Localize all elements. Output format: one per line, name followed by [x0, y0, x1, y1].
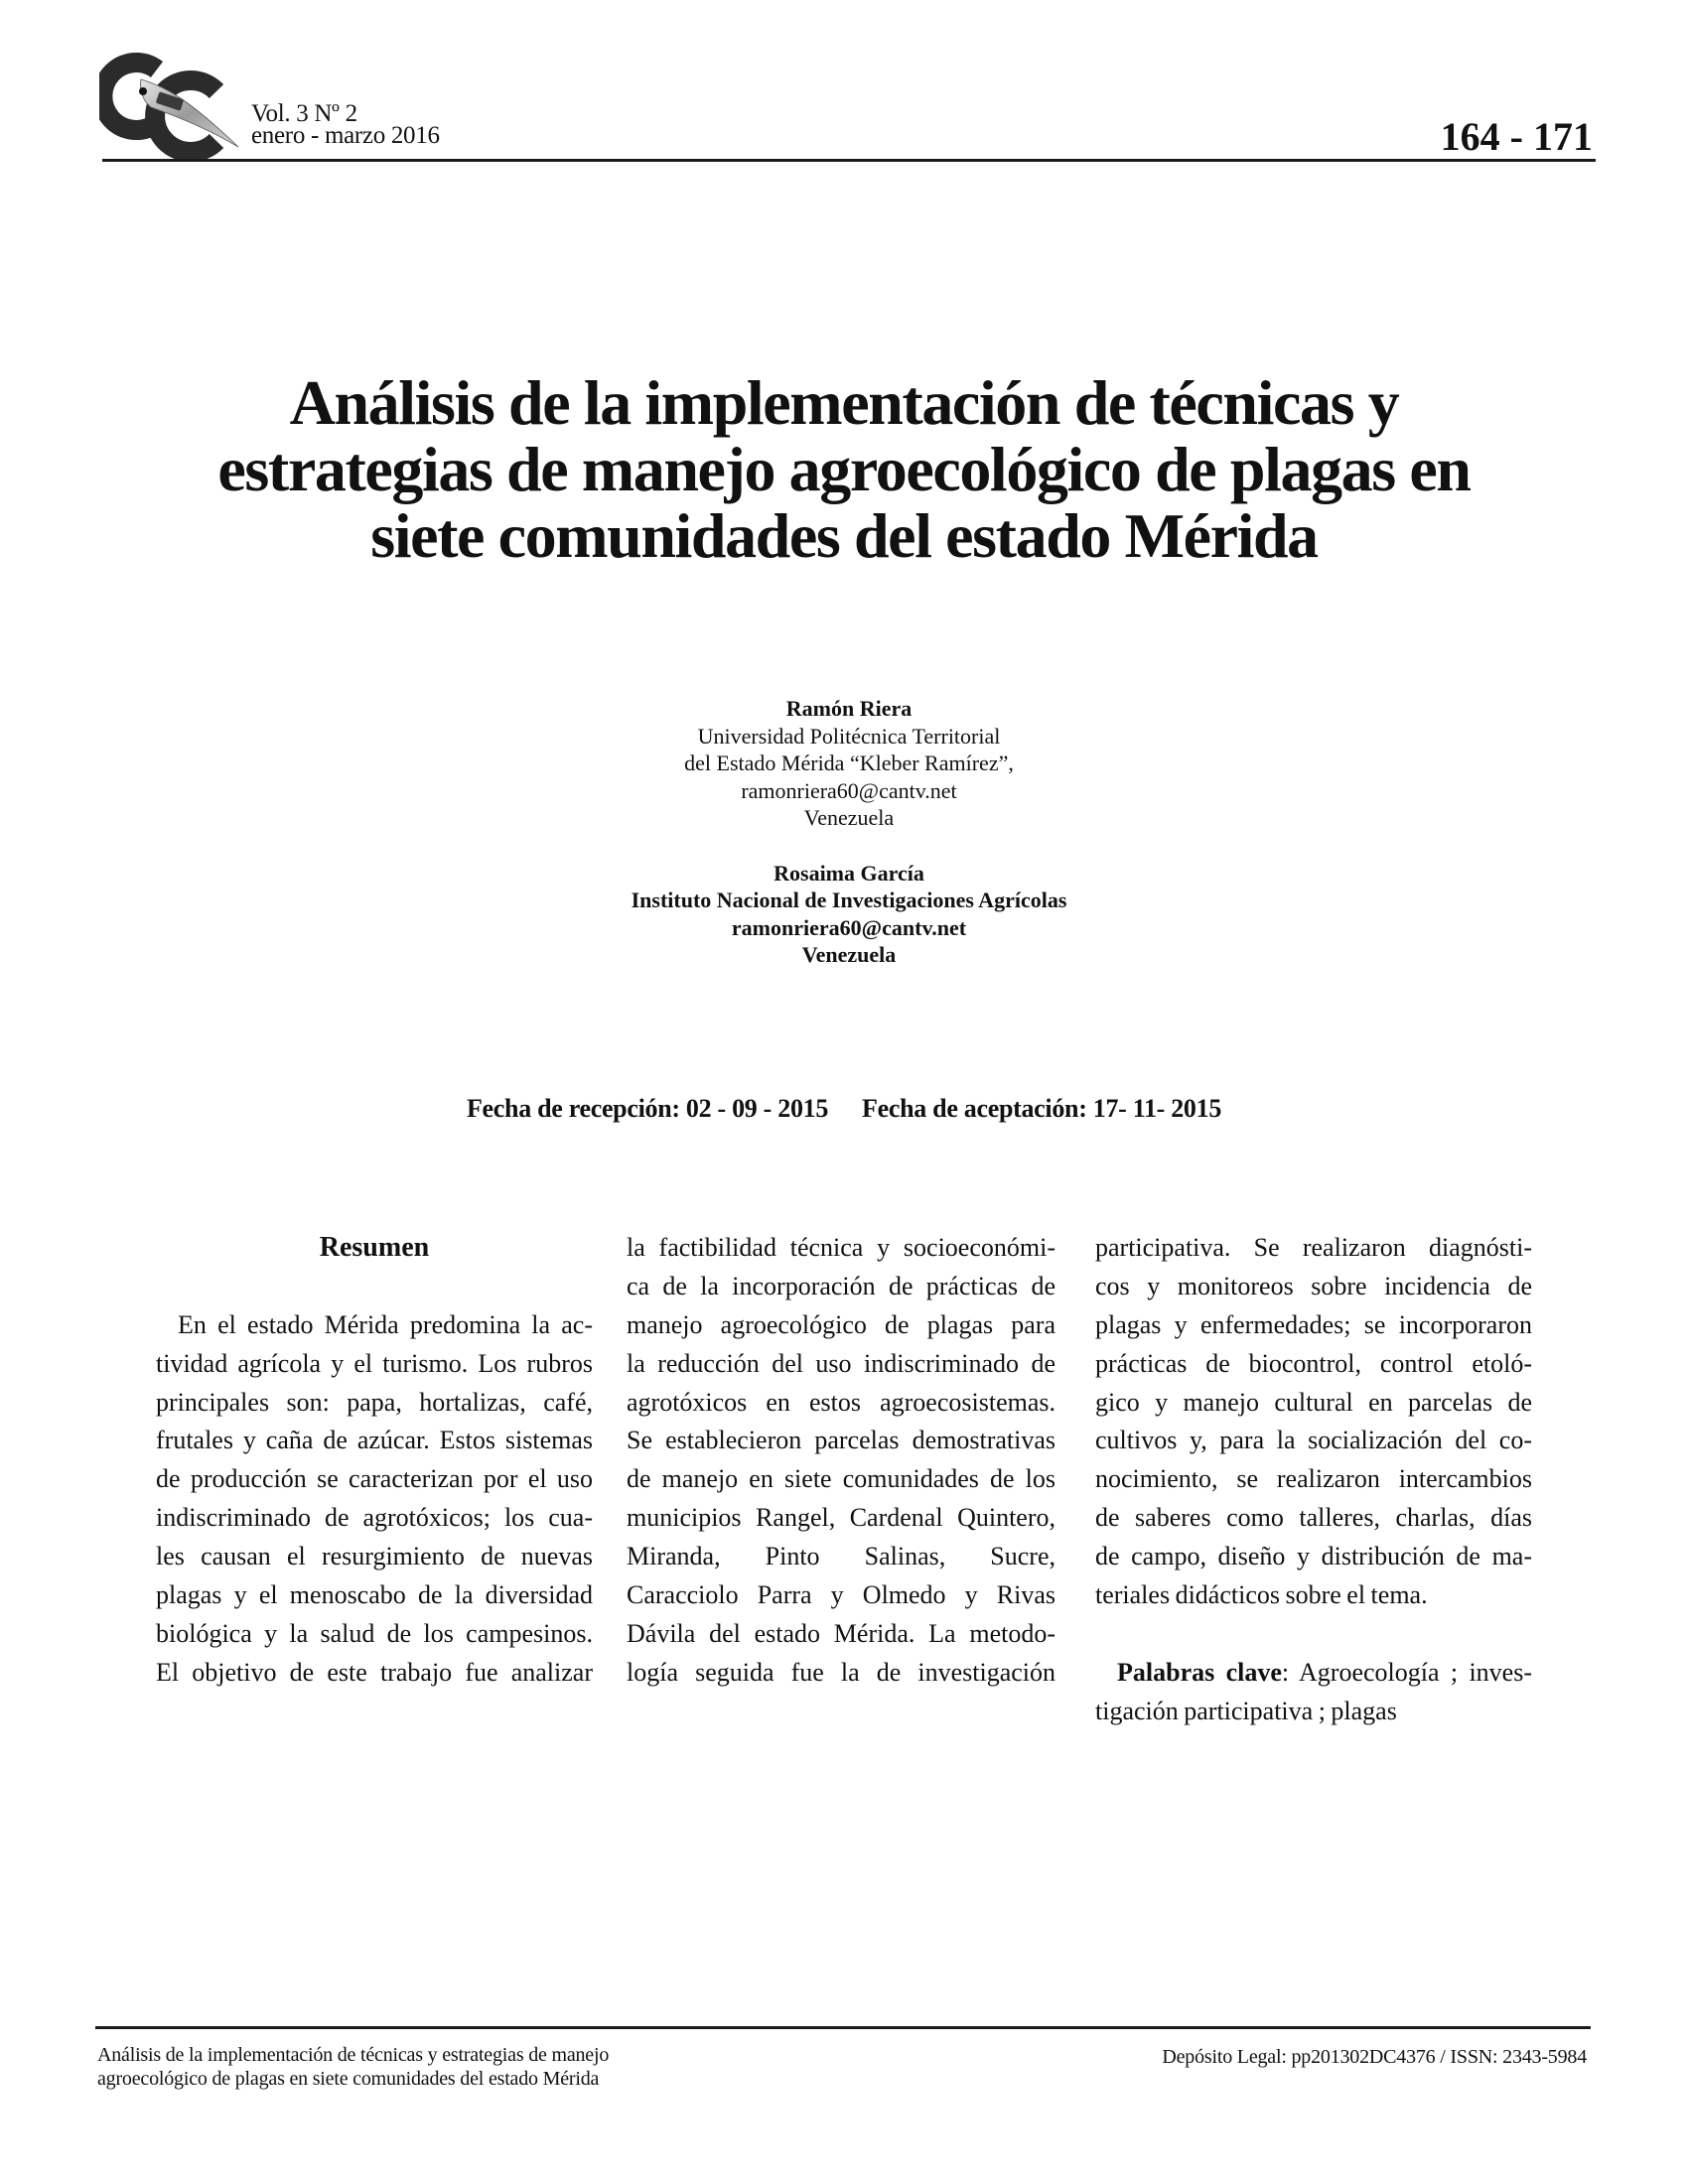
abstract-line: de manejo en siete comunidades de los	[627, 1464, 1055, 1494]
abstract-heading: Resumen	[319, 1232, 430, 1263]
abstract-line: plagas y el menoscabo de la diversidad	[156, 1580, 593, 1610]
header-divider	[102, 159, 1596, 162]
abstract-line: Dávila del estado Mérida. La metodo-	[627, 1618, 1055, 1648]
abstract-line: municipios Rangel, Cardenal Quintero,	[627, 1503, 1055, 1533]
abstract-line: plagas y enfermedades; se incorporaron	[1095, 1309, 1532, 1339]
abstract-line: gico y manejo cultural en parcelas de	[1095, 1387, 1532, 1417]
author-country: Venezuela	[803, 805, 895, 831]
page-range: 164 - 171	[1440, 114, 1593, 159]
abstract-line: la reducción del uso indiscriminado de	[627, 1348, 1055, 1378]
title-line: estrategias de manejo agroecológico de plagas en	[217, 434, 1471, 504]
author-country: Venezuela	[801, 942, 897, 968]
abstract-line: de saberes como talleres, charlas, días	[1095, 1503, 1532, 1533]
author-affiliation: Instituto Nacional de Investigaciones Agrícolas	[631, 887, 1067, 913]
keywords-line: tigación participativa ; plagas	[1095, 1696, 1397, 1725]
accepted-date: Fecha de aceptación: 17- 11- 2015	[862, 1094, 1222, 1123]
abstract-column-3	[1095, 1229, 1532, 1731]
footer-running-title	[97, 2043, 609, 2091]
author-email[interactable]: ramonriera60@cantv.net	[731, 914, 967, 940]
abstract-line: Caracciolo Parra y Olmedo y Rivas	[627, 1580, 1055, 1610]
abstract-line: En el estado Mérida predomina la ac-	[178, 1309, 593, 1339]
author-name: Ramón Riera	[785, 696, 913, 721]
author-name: Rosaima García	[774, 860, 924, 886]
abstract-line: cos y monitoreos sobre incidencia de	[1095, 1271, 1532, 1300]
abstract-line: de campo, diseño y distribución de ma-	[1095, 1542, 1532, 1571]
volume-info	[251, 100, 440, 149]
abstract-line: les causan el resurgimiento de nuevas	[156, 1542, 593, 1571]
submission-dates	[298, 1094, 1390, 1124]
abstract-line: principales son: papa, hortalizas, café,	[156, 1387, 593, 1417]
publication-period: enero - marzo 2016	[251, 122, 440, 149]
volume-number: Vol. 3 Nº 2	[251, 100, 357, 127]
author-block	[447, 695, 1251, 969]
abstract-column-1	[156, 1229, 593, 1693]
abstract-line: participativa. Se realizaron diagnósti-	[1095, 1233, 1532, 1262]
footer-legal-deposit: Depósito Legal: pp201302DC4376 / ISSN: 2343-5984	[1162, 2046, 1587, 2068]
abstract-line: la factibilidad técnica y socioeconómi-	[627, 1233, 1055, 1262]
journal-logo-icon	[99, 50, 243, 159]
title-line: Análisis de la implementación de técnicas y	[289, 367, 1399, 438]
author-2	[447, 860, 1251, 969]
keywords-label: Palabras clave	[1117, 1657, 1282, 1687]
abstract-line: logía seguida fue la de investigación	[627, 1657, 1055, 1687]
footer-title-line: agroecológico de plagas en siete comunidades del estado Mérida	[97, 2068, 600, 2090]
author-affiliation: Universidad Politécnica Territorial	[697, 723, 1001, 749]
abstract-line: ca de la incorporación de prácticas de	[627, 1271, 1055, 1300]
author-affiliation: del Estado Mérida “Kleber Ramírez”,	[684, 751, 1014, 776]
abstract-line: El objetivo de este trabajo fue analizar	[156, 1657, 593, 1687]
abstract-line: manejo agroecológico de plagas para	[627, 1309, 1055, 1339]
abstract-line: tividad agrícola y el turismo. Los rubros	[156, 1348, 593, 1378]
abstract-line: biológica y la salud de los campesinos.	[156, 1618, 593, 1648]
abstract-line: prácticas de biocontrol, control etoló-	[1095, 1348, 1532, 1378]
article-title	[99, 369, 1589, 569]
title-line: siete comunidades del estado Mérida	[370, 500, 1318, 571]
keywords-text: : Agroecología ; inves-	[1281, 1657, 1532, 1687]
author-email[interactable]: ramonriera60@cantv.net	[741, 777, 957, 803]
abstract-line: agrotóxicos en estos agroecosistemas.	[627, 1387, 1055, 1417]
author-1	[447, 695, 1251, 832]
abstract-line: indiscriminado de agrotóxicos; los cua-	[156, 1503, 593, 1533]
abstract-line: cultivos y, para la socialización del co-	[1095, 1426, 1532, 1455]
footer-title-line: Análisis de la implementación de técnicas y estrategias de manejo	[97, 2044, 610, 2066]
abstract-line: teriales didácticos sobre el tema.	[1095, 1580, 1428, 1610]
footer-divider	[95, 2026, 1591, 2029]
abstract-column-2	[627, 1229, 1055, 1693]
abstract-line: de producción se caracterizan por el uso	[156, 1464, 593, 1494]
keywords-line	[1095, 1654, 1532, 1693]
received-date: Fecha de recepción: 02 - 09 - 2015	[466, 1094, 829, 1123]
abstract-line: frutales y caña de azúcar. Estos sistemas	[156, 1426, 593, 1455]
abstract-line: Se establecieron parcelas demostrativas	[627, 1426, 1055, 1455]
abstract-line: nocimiento, se realizaron intercambios	[1095, 1464, 1532, 1494]
abstract-line: Miranda, Pinto Salinas, Sucre,	[627, 1542, 1055, 1571]
